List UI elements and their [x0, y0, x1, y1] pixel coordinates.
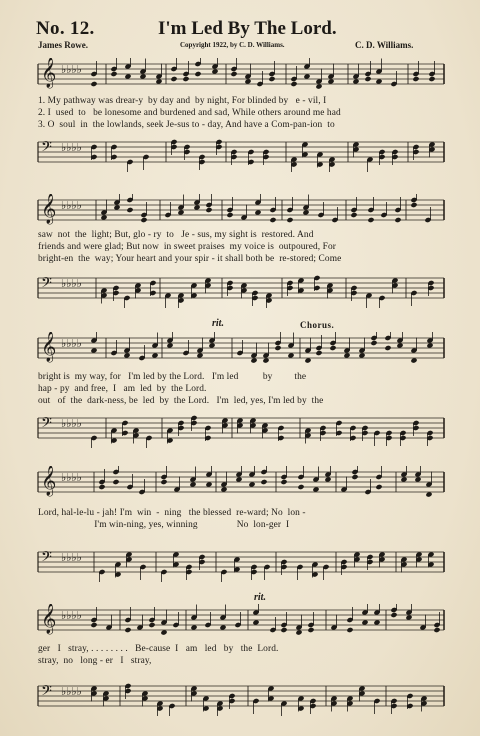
verse-line: stray, no long - er I stray, — [38, 656, 152, 666]
notehead — [367, 217, 374, 223]
treble-clef-icon: 𝄞 — [41, 466, 57, 496]
verse-line: saw not the light; But, glo - ry to Je - sus, my sight is restored. And — [38, 230, 314, 240]
verse-line: ger I stray, . . . . . . . . Be-cause I am led by the Lord. — [38, 644, 279, 654]
notehead — [112, 479, 119, 485]
verse-line: 1. My pathway was drear-y by day and by night, For blinded by e - vil, I — [38, 96, 327, 106]
notehead — [280, 627, 287, 633]
verse-line: out of the dark-ness, be led by the Lord. I'm led, yes, I'm led by the — [38, 396, 324, 406]
key-signature-icon: ♭♭♭♭ — [61, 337, 82, 350]
verse-line: 2. I used to be lonesome and burdened and sad, While others around me had — [38, 108, 341, 118]
treble-clef-icon: 𝄞 — [41, 58, 57, 88]
hymn-number: No. 12. — [36, 18, 95, 39]
treble-clef-icon: 𝄞 — [41, 194, 57, 224]
treble-staff — [36, 58, 446, 94]
notehead — [148, 622, 155, 628]
key-signature-icon: ♭♭♭♭ — [61, 471, 82, 484]
treble-staff — [36, 604, 446, 640]
bass-staff — [36, 272, 446, 308]
hymn-credits — [0, 40, 480, 54]
bass-clef-icon: 𝄢 — [41, 549, 52, 569]
notehead — [384, 345, 391, 351]
notehead — [315, 350, 322, 356]
verse-line: I'm win-ning, yes, winning No lon-ger I — [38, 520, 290, 530]
verse-line: bright is my way, for I'm led by the Lord. I'm led by the — [38, 372, 307, 382]
notehead — [350, 212, 357, 218]
notehead — [260, 479, 267, 485]
notehead — [205, 207, 212, 213]
verse-line: 3. O soul in the lowlands, seek Je-sus to - day, And have a Com-pan-ion to — [38, 120, 335, 130]
treble-staff — [36, 332, 446, 368]
treble-clef-icon: 𝄞 — [41, 332, 57, 362]
key-signature-icon: ♭♭♭♭ — [61, 551, 82, 564]
notehead — [307, 627, 314, 633]
notehead — [428, 76, 435, 82]
verse-line: friends and were glad; But now in sweet praises my voice is outpoured, For — [38, 242, 337, 252]
notehead — [269, 217, 276, 223]
notehead — [194, 71, 201, 77]
notehead — [90, 622, 97, 628]
bass-staff — [36, 136, 446, 172]
key-signature-icon: ♭♭♭♭ — [61, 63, 82, 76]
bass-staff — [36, 546, 446, 582]
notehead — [297, 484, 304, 490]
ritardando-mark: rit. — [254, 592, 266, 603]
notehead — [433, 627, 440, 633]
notehead — [394, 217, 401, 223]
treble-staff — [36, 466, 446, 502]
notehead — [230, 71, 237, 77]
notehead — [375, 484, 382, 490]
notehead — [170, 76, 177, 82]
treble-staff — [36, 194, 446, 230]
composer: C. D. Williams. — [355, 40, 414, 50]
copyright-notice: Copyright 1922, by C. D. Williams. — [180, 41, 285, 49]
bass-clef-icon: 𝄢 — [41, 415, 52, 435]
music-system-2 — [36, 188, 446, 318]
notehead — [90, 81, 97, 87]
notehead — [412, 76, 419, 82]
verse-line: Lord, hal-le-lu - jah! I'm win - ning the blessed re-ward; No lon - — [38, 508, 306, 518]
notehead — [226, 212, 233, 218]
notehead — [140, 217, 147, 223]
key-signature-icon: ♭♭♭♭ — [61, 277, 82, 290]
bass-clef-icon: 𝄢 — [41, 275, 52, 295]
notehead — [410, 202, 417, 208]
notehead — [268, 76, 275, 82]
notehead — [280, 479, 287, 485]
verse-line: hap - py and free, I am led by the Lord. — [38, 384, 207, 394]
verse-line: bright-en the way; Your heart and your spir - it shall both be re-stored; Come — [38, 254, 342, 264]
key-signature-icon: ♭♭♭♭ — [61, 685, 82, 698]
notehead — [346, 627, 353, 633]
hymn-title: I'm Led By The Lord. — [158, 18, 337, 39]
notehead — [160, 479, 167, 485]
treble-clef-icon: 𝄞 — [41, 604, 57, 634]
lyricist: James Rowe. — [38, 40, 88, 50]
notehead — [110, 71, 117, 77]
chorus-marking: Chorus. — [300, 320, 335, 330]
key-signature-icon: ♭♭♭♭ — [61, 609, 82, 622]
notehead — [126, 207, 133, 213]
notehead — [390, 612, 397, 618]
notehead — [274, 345, 281, 351]
ritardando-mark: rit. — [212, 318, 224, 329]
notehead — [364, 76, 371, 82]
bass-clef-icon: 𝄢 — [41, 683, 52, 703]
notehead — [124, 627, 131, 633]
key-signature-icon: ♭♭♭♭ — [61, 417, 82, 430]
hymn-header — [0, 18, 480, 42]
notehead — [98, 484, 105, 490]
notehead — [182, 76, 189, 82]
notehead — [370, 340, 377, 346]
key-signature-icon: ♭♭♭♭ — [61, 141, 82, 154]
notehead — [290, 81, 297, 87]
bass-clef-icon: 𝄢 — [41, 139, 52, 159]
notehead — [329, 345, 336, 351]
notehead — [351, 474, 358, 480]
notehead — [286, 217, 293, 223]
bass-staff — [36, 412, 446, 448]
key-signature-icon: ♭♭♭♭ — [61, 199, 82, 212]
bass-staff — [36, 680, 446, 716]
